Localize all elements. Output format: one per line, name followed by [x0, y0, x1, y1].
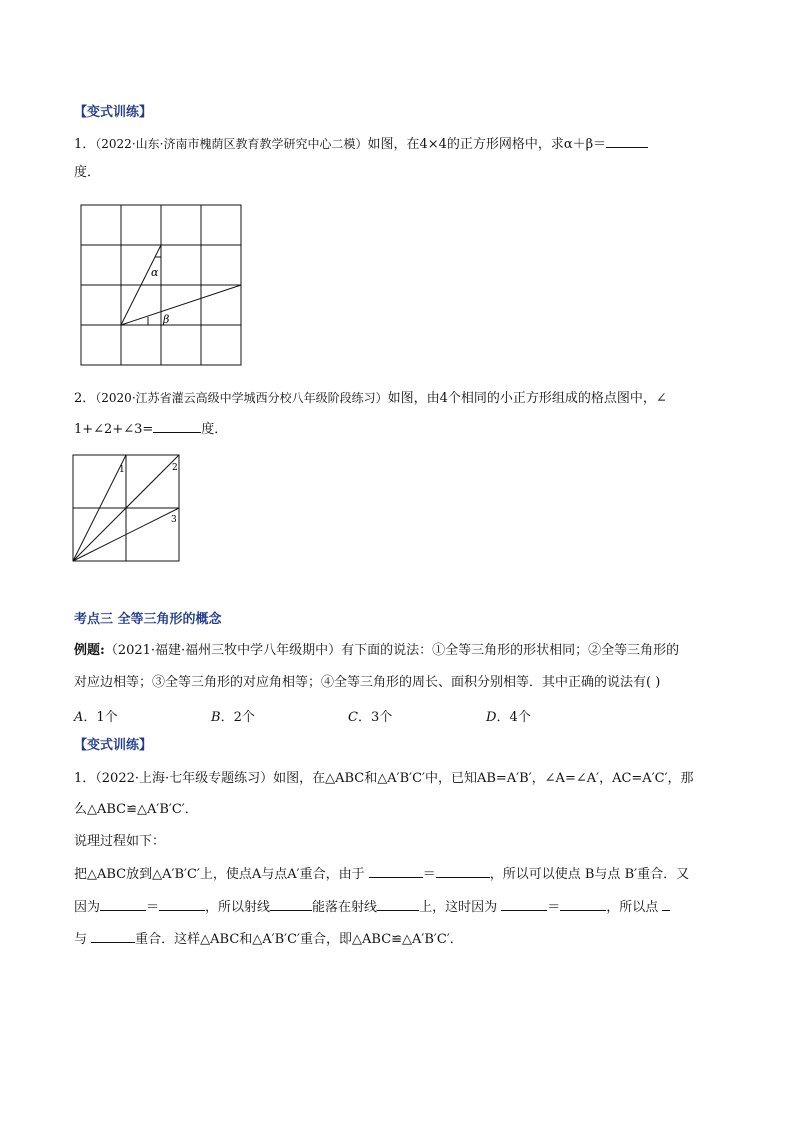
question-1-line-1 [74, 135, 648, 154]
option-letter: C [348, 710, 358, 725]
option-letter: D [486, 710, 497, 725]
reasoning-text: 能落在射线 [312, 900, 378, 915]
question-2-source: （2020·江苏省灌云高级中学城西分校八年级阶段练习） [95, 391, 388, 405]
option-c[interactable] [348, 706, 392, 725]
option-a[interactable] [74, 706, 118, 725]
reasoning-text: 重合．这样△ABC和△A′B′C′重合，即△ABC≌△A′B′C′． [135, 932, 463, 947]
question-2-line-1 [74, 389, 667, 408]
question-3-line-5 [74, 898, 670, 917]
reasoning-text: 与 [74, 932, 92, 947]
reasoning-text: 把△ABC放到△A′B′C′上，使点A与点A′重合，由于 [74, 867, 369, 882]
grid-figure-1 [80, 204, 244, 368]
question-2-text: 如图，由4个相同的小正方形组成的格点图中，∠ [387, 391, 667, 406]
reasoning-text: ，所以可以使点 B与点 B′重合．又 [489, 867, 690, 882]
example-line-2: 对应边相等；③全等三角形的对应角相等；④全等三角形的周长、面积分别相等．其中正确的说法有( ) [74, 675, 661, 690]
question-3-line-6 [74, 930, 463, 949]
answer-blank[interactable] [606, 135, 648, 148]
equals-sign: ＝ [547, 900, 561, 915]
answer-blank[interactable] [436, 865, 490, 878]
alpha-label: α [151, 266, 159, 279]
reasoning-text: ，所以点 [606, 900, 663, 915]
question-1-tail: 度． [74, 165, 101, 180]
section-heading: 考点三 全等三角形的概念 [74, 612, 222, 627]
option-text: ．3个 [357, 710, 393, 725]
angle-label-1: 1 [119, 465, 125, 475]
answer-blank[interactable] [91, 930, 135, 943]
answer-blank[interactable] [369, 865, 423, 878]
beta-label: β [163, 313, 170, 326]
grid-figure-2 [72, 454, 182, 564]
answer-blank[interactable] [662, 898, 670, 911]
question-2-number: 2． [74, 391, 96, 406]
answer-blank[interactable] [100, 898, 146, 911]
answer-blank[interactable] [270, 898, 312, 911]
variant-training-heading-2: 【变式训练】 [74, 738, 153, 753]
option-letter: B [211, 710, 221, 725]
option-letter: A [74, 710, 84, 725]
reasoning-text: 上，这时因为 [419, 900, 502, 915]
option-d[interactable] [486, 706, 531, 725]
answer-blank[interactable] [501, 898, 547, 911]
angle-label-3: 3 [171, 515, 177, 525]
example-line-1 [74, 642, 679, 660]
reasoning-text: 因为 [74, 900, 101, 915]
segment-to-right [121, 285, 241, 325]
equals-sign: ＝ [146, 900, 160, 915]
question-2-unit: 度． [201, 422, 228, 437]
question-3-line-1: 1．（2022·上海·七年级专题练习）如图，在△ABC和△A′B′C′中，已知AB=A′B′，∠A=∠A′，AC=A′C′，那 [74, 771, 694, 786]
question-1-text: 如图，在4×4的正方形网格中，求α＋β＝ [367, 137, 607, 152]
question-1-number: 1． [74, 137, 96, 152]
question-3-line-2: 么△ABC≌△A′B′C′． [74, 802, 198, 817]
question-2-expression: 1+∠2+∠3= [74, 422, 154, 437]
reasoning-text: ，所以射线 [205, 900, 271, 915]
question-1-source: （2022·山东·济南市槐荫区教育教学研究中心二模） [95, 137, 368, 151]
option-text: ．4个 [496, 710, 531, 725]
question-2-line-2 [74, 420, 227, 439]
option-b[interactable] [211, 706, 255, 725]
example-text-1: （2021·福建·福州三牧中学八年级期中）有下面的说法：①全等三角形的形状相同；②全等三角形的 [104, 643, 680, 658]
variant-training-heading: 【变式训练】 [74, 105, 153, 120]
angle-label-2: 2 [172, 463, 178, 473]
question-3-line-4 [74, 865, 689, 884]
grid-lines [81, 205, 241, 365]
answer-blank[interactable] [560, 898, 606, 911]
answer-blank[interactable] [159, 898, 205, 911]
answer-blank[interactable] [377, 898, 419, 911]
answer-blank[interactable] [153, 420, 201, 433]
question-3-line-3: 说理过程如下： [74, 834, 166, 849]
example-label: 例题: [74, 643, 105, 658]
equals-sign: ＝ [422, 867, 436, 882]
option-text: ．1个 [83, 710, 118, 725]
option-text: ．2个 [220, 710, 255, 725]
